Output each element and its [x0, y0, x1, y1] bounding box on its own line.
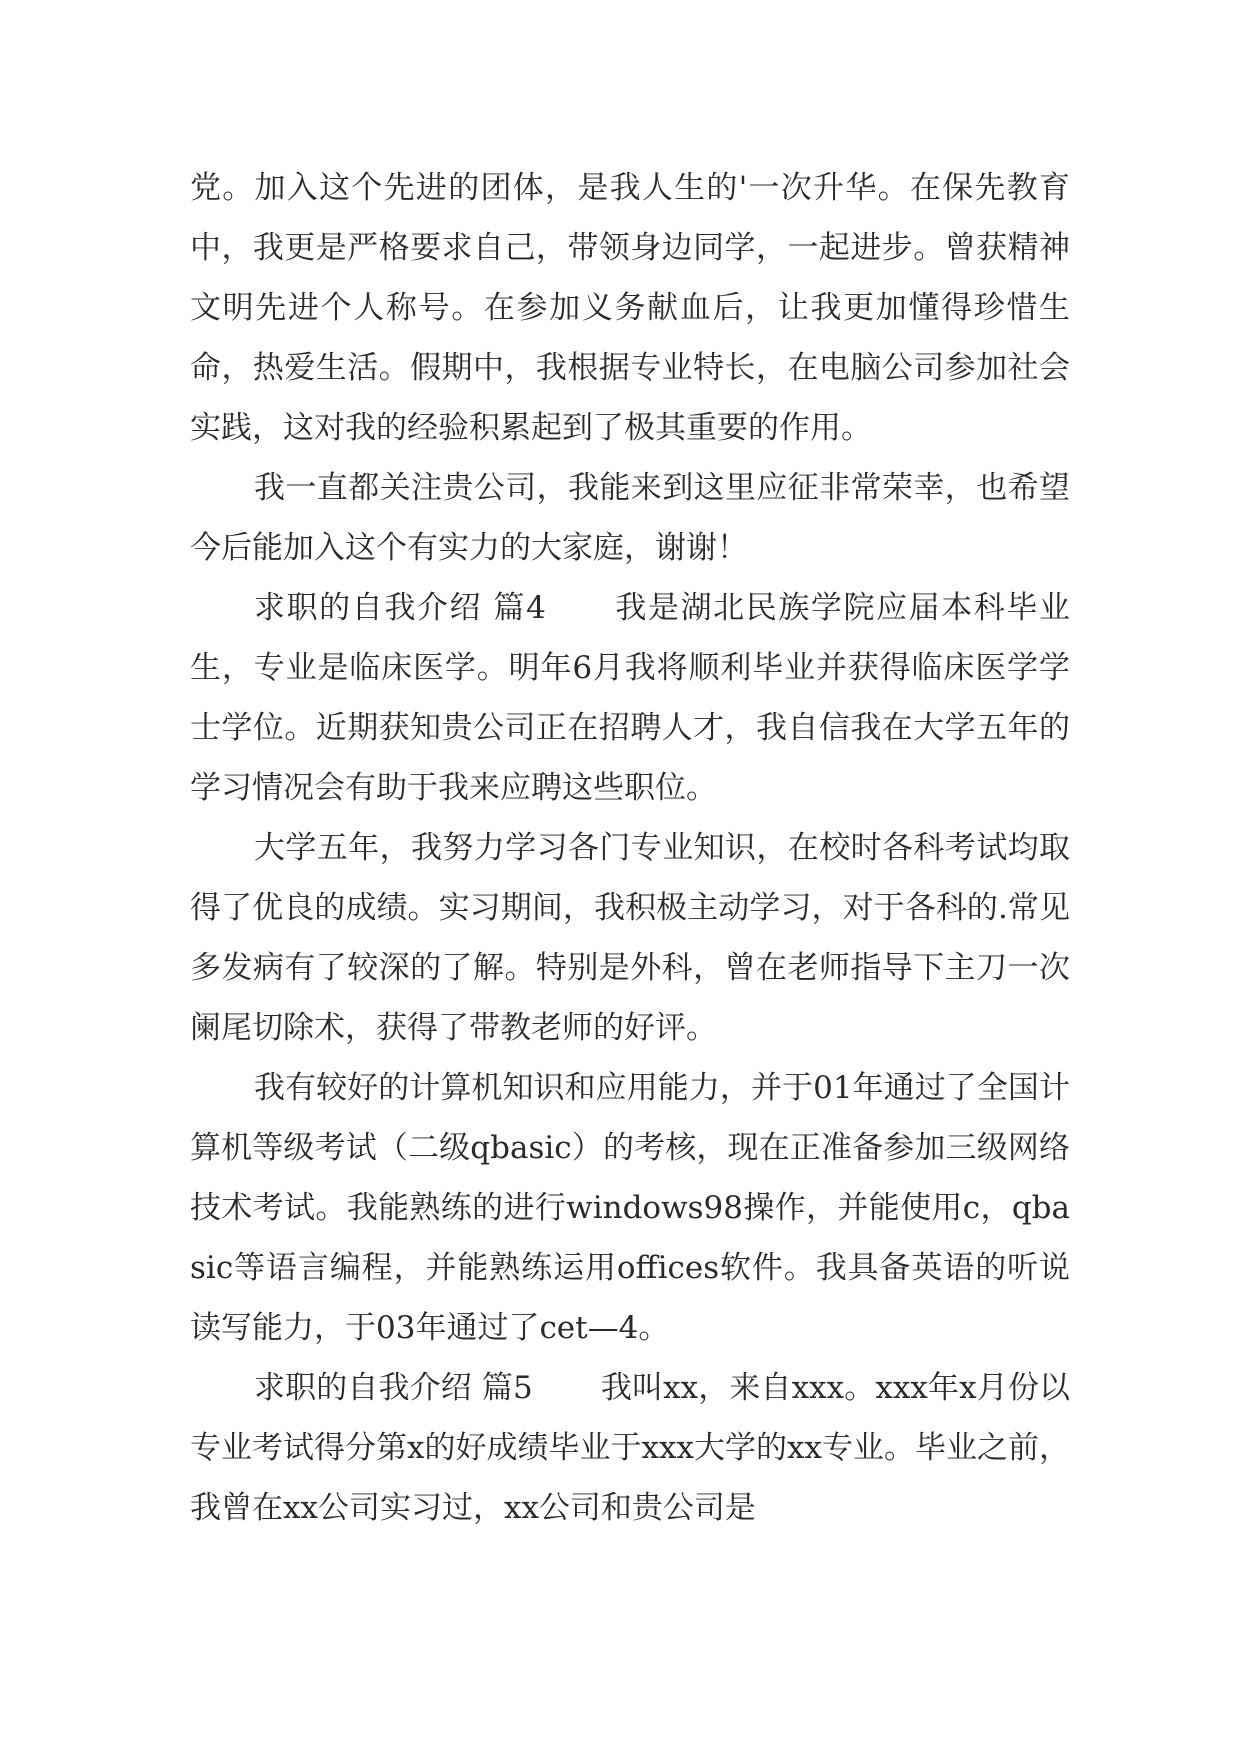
paragraph-text: 大学五年，我努力学习各门专业知识，在校时各科考试均取得了优良的成绩。实习期间，我积极主动学习，对于各科的.常见多发病有了较深的了解。特别是外科，曾在老师指导下主刀一次阑尾切除术，获得了带教老师的好评。 [190, 830, 1070, 1046]
paragraph-party-membership [190, 158, 1070, 458]
section-heading-part-4: 求职的自我介绍 篇4 [254, 590, 546, 626]
paragraph-intro-part-5 [190, 1358, 1070, 1538]
paragraph-text: 我叫xx，来自xxx。xxx年x月份以专业考试得分第x的好成绩毕业于xxx大学的xx专业。毕业之前，我曾在xx公司实习过，xx公司和贵公司是 [190, 1370, 1070, 1526]
paragraph-text: 我一直都关注贵公司，我能来到这里应征非常荣幸，也希望今后能加入这个有实力的大家庭，谢谢！ [190, 470, 1070, 566]
paragraph-text: 党。加入这个先进的团体，是我人生的'一次升华。在保先教育中，我更是严格要求自己，带领身边同学，一起进步。曾获精神文明先进个人称号。在参加义务献血后，让我更加懂得珍惜生命，热爱生活。假期中，我根据专业特长，在电脑公司参加社会实践，这对我的经验积累起到了极其重要的作用。 [190, 170, 1070, 446]
paragraph-computer-skills [190, 1058, 1070, 1358]
paragraph-closing-thanks [190, 458, 1070, 578]
paragraph-text: 我是湖北民族学院应届本科毕业生，专业是临床医学。明年6月我将顺利毕业并获得临床医学学士学位。近期获知贵公司正在招聘人才，我自信我在大学五年的学习情况会有助于我来应聘这些职位。 [190, 590, 1071, 806]
paragraph-university-study [190, 818, 1070, 1058]
paragraph-intro-part-4 [190, 578, 1070, 818]
section-heading-part-5: 求职的自我介绍 篇5 [254, 1370, 533, 1406]
document-body [190, 158, 1070, 1538]
paragraph-text: 我有较好的计算机知识和应用能力，并于01年通过了全国计算机等级考试（二级qbasic）的考核，现在正准备参加三级网络技术考试。我能熟练的进行windows98操作，并能使用c，qbasic等语言编程，并能熟练运用offices软件。我具备英语的听说读写能力，于03年通过了cet—4。 [190, 1070, 1070, 1346]
